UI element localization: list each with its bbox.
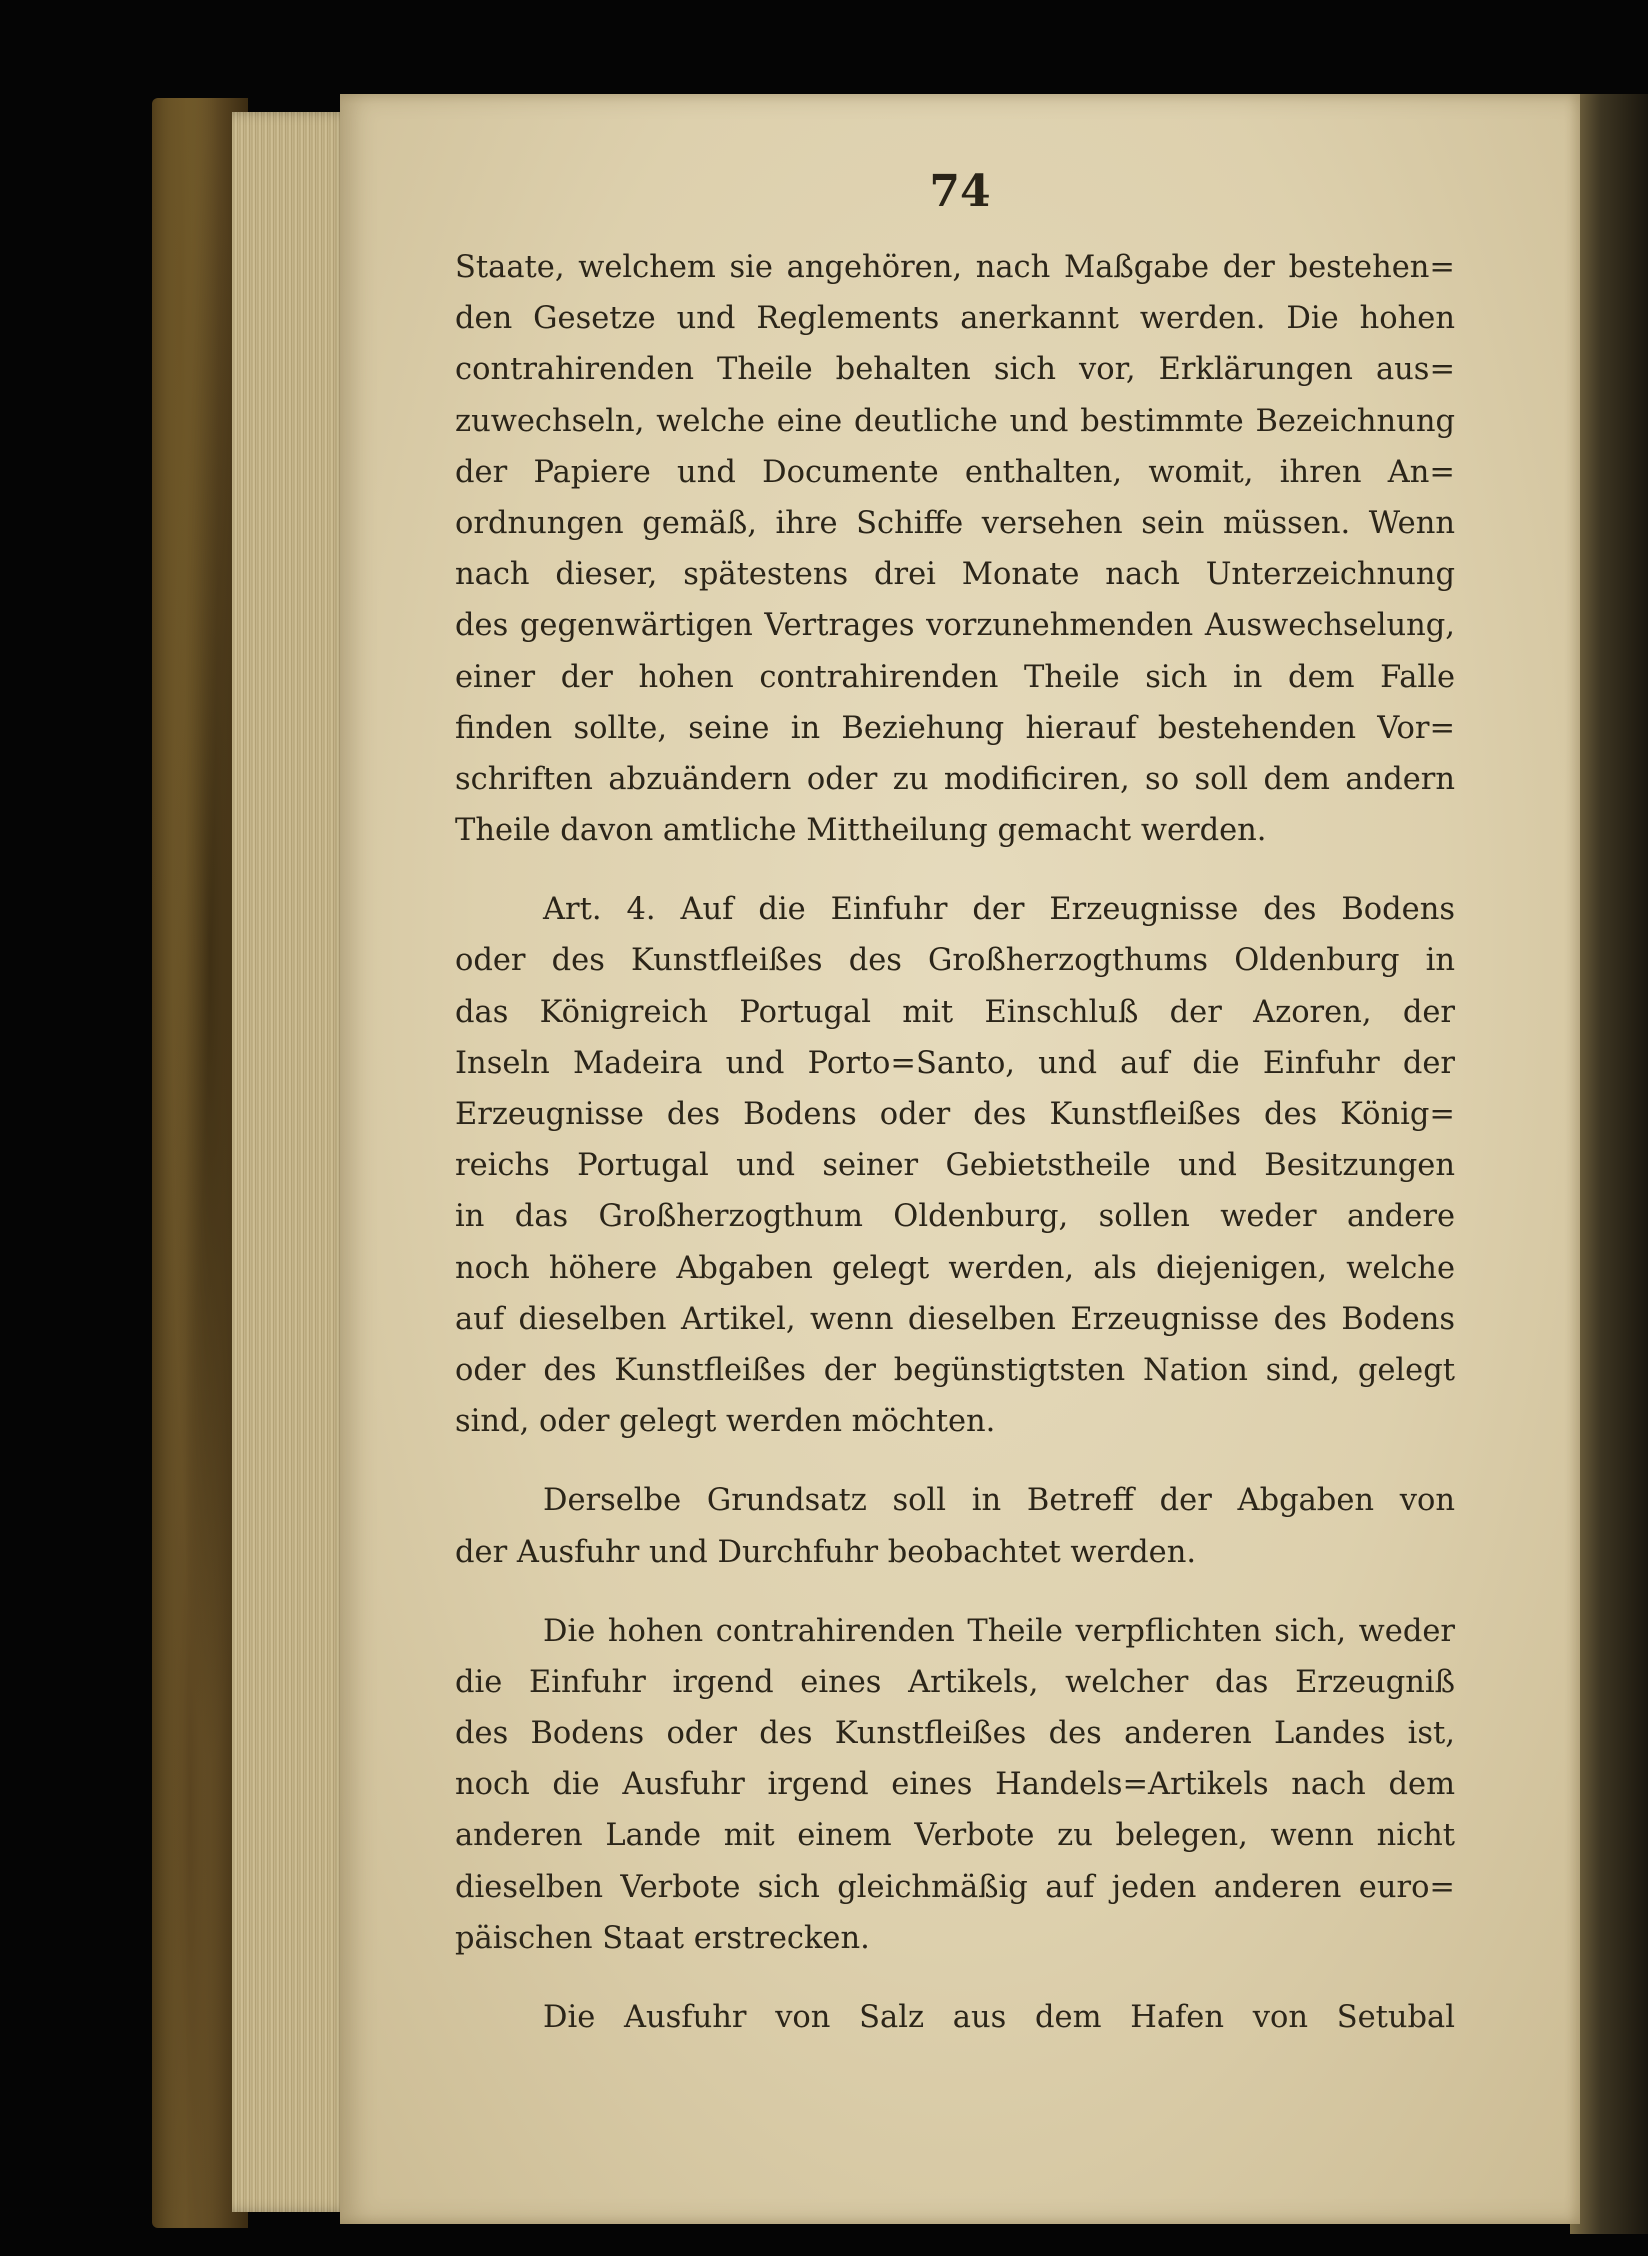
page-number: 74 (929, 166, 991, 217)
book-page (340, 94, 1580, 2224)
paragraph (455, 1475, 1455, 1577)
text-line: noch die Ausfuhr irgend eines Handels=Artikels nach dem (455, 1767, 1455, 1803)
paragraph (455, 242, 1455, 856)
text-line: Theile davon amtliche Mittheilung gemacht werden. (455, 813, 1267, 849)
text-line: Derselbe Grundsatz soll in Betreff der Abgaben von (543, 1483, 1455, 1519)
text-line: einer der hohen contrahirenden Theile sich in dem Falle (455, 659, 1455, 695)
text-line: des Bodens oder des Kunstfleißes des anderen Landes ist, (455, 1716, 1455, 1752)
book-binding (1570, 94, 1648, 2234)
text-line: Die Ausfuhr von Salz aus dem Hafen von Setubal (543, 2000, 1455, 2035)
text-line: noch höhere Abgaben gelegt werden, als diejenigen, welche (455, 1250, 1455, 1286)
text-line: schriften abzuändern oder zu modificiren, so soll dem andern (455, 761, 1455, 797)
text-line: das Königreich Portugal mit Einschluß der Azoren, der (455, 994, 1455, 1030)
text-line: reichs Portugal und seiner Gebietstheile und Besitzungen (455, 1148, 1455, 1184)
paragraph (455, 1992, 1455, 2043)
text-line: sind, oder gelegt werden möchten. (455, 1404, 996, 1440)
text-line: nach dieser, spätestens drei Monate nach Unterzeichnung (455, 557, 1455, 593)
text-line: dieselben Verbote sich gleichmäßig auf jeden anderen euro= (455, 1869, 1455, 1905)
text-line: Art. 4. Auf die Einfuhr der Erzeugnisse des Bodens (543, 892, 1455, 928)
text-line: zuwechseln, welche eine deutliche und bestimmte Bezeichnung (455, 403, 1455, 439)
text-line: päischen Staat erstrecken. (455, 1920, 870, 1956)
paragraph (455, 1606, 1455, 1964)
text-line: Erzeugnisse des Bodens oder des Kunstfleißes des König= (455, 1097, 1455, 1132)
text-line: Inseln Madeira und Porto=Santo, und auf die Einfuhr der (455, 1045, 1455, 1081)
text-line: des gegenwärtigen Vertrages vorzunehmenden Auswechselung, (455, 608, 1455, 644)
text-line: finden sollte, seine in Beziehung hierauf bestehenden Vor= (455, 710, 1455, 746)
page-edges (232, 112, 352, 2212)
paragraph-article-4 (455, 884, 1455, 1447)
text-line: der Ausfuhr und Durchfuhr beobachtet werden. (455, 1534, 1197, 1570)
text-line: auf dieselben Artikel, wenn dieselben Erzeugnisse des Bodens (455, 1301, 1455, 1337)
text-line: ordnungen gemäß, ihre Schiffe versehen sein müssen. Wenn (455, 505, 1455, 541)
text-line: contrahirenden Theile behalten sich vor, Erklärungen aus= (455, 352, 1455, 388)
text-line: Die hohen contrahirenden Theile verpflichten sich, weder (543, 1613, 1455, 1649)
text-line: in das Großherzogthum Oldenburg, sollen weder andere (455, 1199, 1455, 1235)
text-line: oder des Kunstfleißes der begünstigtsten Nation sind, gelegt (455, 1352, 1455, 1388)
text-line: Staate, welchem sie angehören, nach Maßgabe der bestehen= (455, 250, 1455, 285)
page-text (455, 242, 1455, 2043)
text-line: anderen Lande mit einem Verbote zu belegen, wenn nicht (455, 1818, 1455, 1854)
text-line: die Einfuhr irgend eines Artikels, welcher das Erzeugniß (455, 1664, 1455, 1700)
text-line: oder des Kunstfleißes des Großherzogthums Oldenburg in (455, 943, 1455, 979)
text-line: den Gesetze und Reglements anerkannt werden. Die hohen (455, 301, 1455, 337)
text-line: der Papiere und Documente enthalten, womit, ihren An= (455, 454, 1455, 490)
